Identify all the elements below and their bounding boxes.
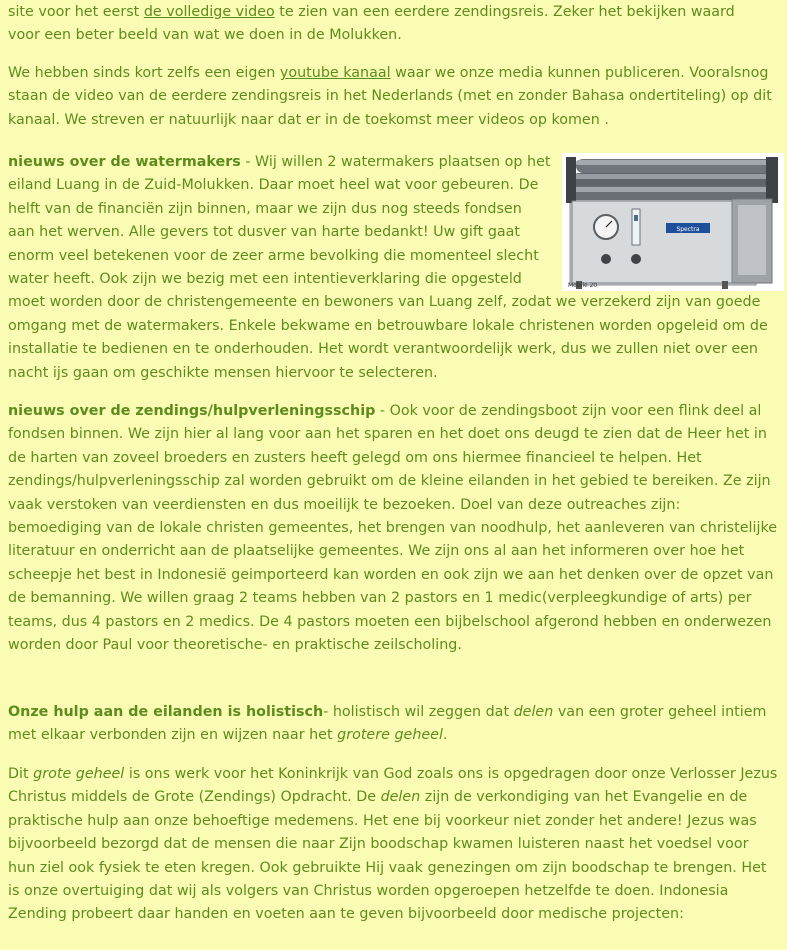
paragraph-text: site voor het eerst bbox=[8, 4, 144, 20]
emphasis-text: grote geheel bbox=[33, 766, 125, 782]
full-video-link[interactable]: de volledige video bbox=[143, 4, 275, 20]
paragraph-text: van een groter geheel intiem met elkaar verbonden zijn en wijzen naar het bbox=[8, 704, 767, 744]
image-caption: Mobile 20 bbox=[568, 282, 598, 289]
section-heading: nieuws over de zendings/hulpverleningsschip bbox=[8, 403, 376, 419]
emphasis-text: delen bbox=[380, 789, 421, 806]
emphasis-text: grotere geheel bbox=[337, 727, 443, 744]
paragraph-ship bbox=[8, 400, 778, 657]
paragraph-text: zijn de verkondiging van het Evangelie en de praktische hulp aan onze behoeftige medemens. Het ene bij voorkeur niet zonder het andere! Jezus was bijvoorbeeld bezorgd dat de mensen die naar Zijn boodschap kwamen luisteren naast het voedsel voor hun ziel ook fysiek te eten kregen. Ook gebruikte Hij vaak genezingen om zijn boodschap te brengen. Het is onze overtuiging dat wij als volgers van Christus worden opgeroepen hetzelfde te doen. Indonesia Zending probeert daar handen en voeten aan te geven bijvoorbeeld door medische projecten: bbox=[8, 789, 767, 923]
paragraph-youtube bbox=[8, 62, 773, 132]
paragraph-text: te zien van een eerdere zendingsreis. Zeker het bekijken waard voor een beter beeld van wat we doen in de Molukken. bbox=[8, 4, 735, 44]
paragraph-text: waar we onze media kunnen publiceren. Vooralsnog staan de video van de eerdere zendingsreis in het Nederlands (met en zonder Bahasa ondertiteling) op dit kanaal. We streven er natuurlijk naar dat er in de toekomst meer videos op komen . bbox=[8, 65, 772, 128]
paragraph-text: - Ook voor de zendingsboot zijn voor een flink deel al fondsen binnen. We zijn hier al lang voor aan het sparen en het doet ons deugd te zien dat de Heer het in de harten van zoveel broeders en zusters heeft gelegd om ons hiermee financieel te helpen. Het zendings/hulpverleningsschip zal worden gebruikt om de kleine eilanden in het gebied te bereiken. Ze zijn vaak verstoken van veerdiensten en dus moeilijk te bezoeken. Doel van deze outreaches zijn: bemoediging van de lokale christen gemeentes, het brengen van noodhulp, het aanleveren van christelijke literatuur en onderricht aan de plaatselijke gemeentes. We zijn ons al aan het informeren over hoe het scheepje het best in Indonesië geimporteerd kan worden en ook zijn we aan het denken over de opzet van de bemanning. We willen graag 2 teams hebben van 2 pastors en 1 medic(verpleegkundige of arts) per teams, dus 4 pastors en 2 medics. De 4 pastors moeten een bijbelschool afgerond hebben en onderwezen worden door Paul voor theoretische- en praktische zeilscholing. bbox=[8, 403, 778, 654]
paragraph-text: is ons werk voor het Koninkrijk van God zoals ons is opgedragen door onze Verlosser Jezus Christus middels de Grote (Zendings) Opdracht. De bbox=[8, 766, 778, 806]
paragraph-watermakers bbox=[8, 151, 776, 385]
section-heading: nieuws over de watermakers bbox=[8, 154, 241, 170]
paragraph-kingdom bbox=[8, 763, 778, 927]
paragraph-text: . bbox=[442, 727, 448, 744]
paragraph-holistic bbox=[8, 701, 778, 748]
watermaker-image bbox=[562, 153, 784, 291]
emphasis-text: delen bbox=[513, 704, 554, 720]
paragraph-text: Dit bbox=[8, 766, 34, 782]
youtube-channel-link[interactable]: youtube kanaal bbox=[279, 65, 391, 81]
paragraph-text: - Wij willen 2 watermakers plaatsen op het eiland Luang in de Zuid-Molukken. Daar moet heel wat voor gebeuren. De helft van de financiën zijn binnen, maar we zijn dus nog steeds fondsen aan het werven. Alle gevers tot dusver van harte bedankt! Uw gift gaat enorm veel betekenen voor de zeer arme bevolking die momenteel slecht water heeft. Ook zijn we bezig met een intentieverklaring die opgesteld moet worden door de christengemeente en bewoners van Luang zelf, zodat we verzekerd zijn van goede omgang met de watermakers. Enkele bekwame en betrouwbare lokale christenen worden opgeleid om de installatie te bedienen en te onderhouden. Het wordt verantwoordelijk werk, dus we zullen niet over een nacht ijs gaan om geschikte mensen hiervoor te selecteren. bbox=[8, 154, 768, 381]
paragraph-video bbox=[8, 1, 768, 48]
paragraph-text: - holistisch wil zeggen dat bbox=[323, 704, 514, 720]
section-heading: Onze hulp aan de eilanden is holistisch bbox=[8, 704, 324, 720]
paragraph-text: We hebben sinds kort zelfs een eigen bbox=[8, 65, 280, 81]
svg-text:Spectra: Spectra bbox=[676, 226, 700, 233]
